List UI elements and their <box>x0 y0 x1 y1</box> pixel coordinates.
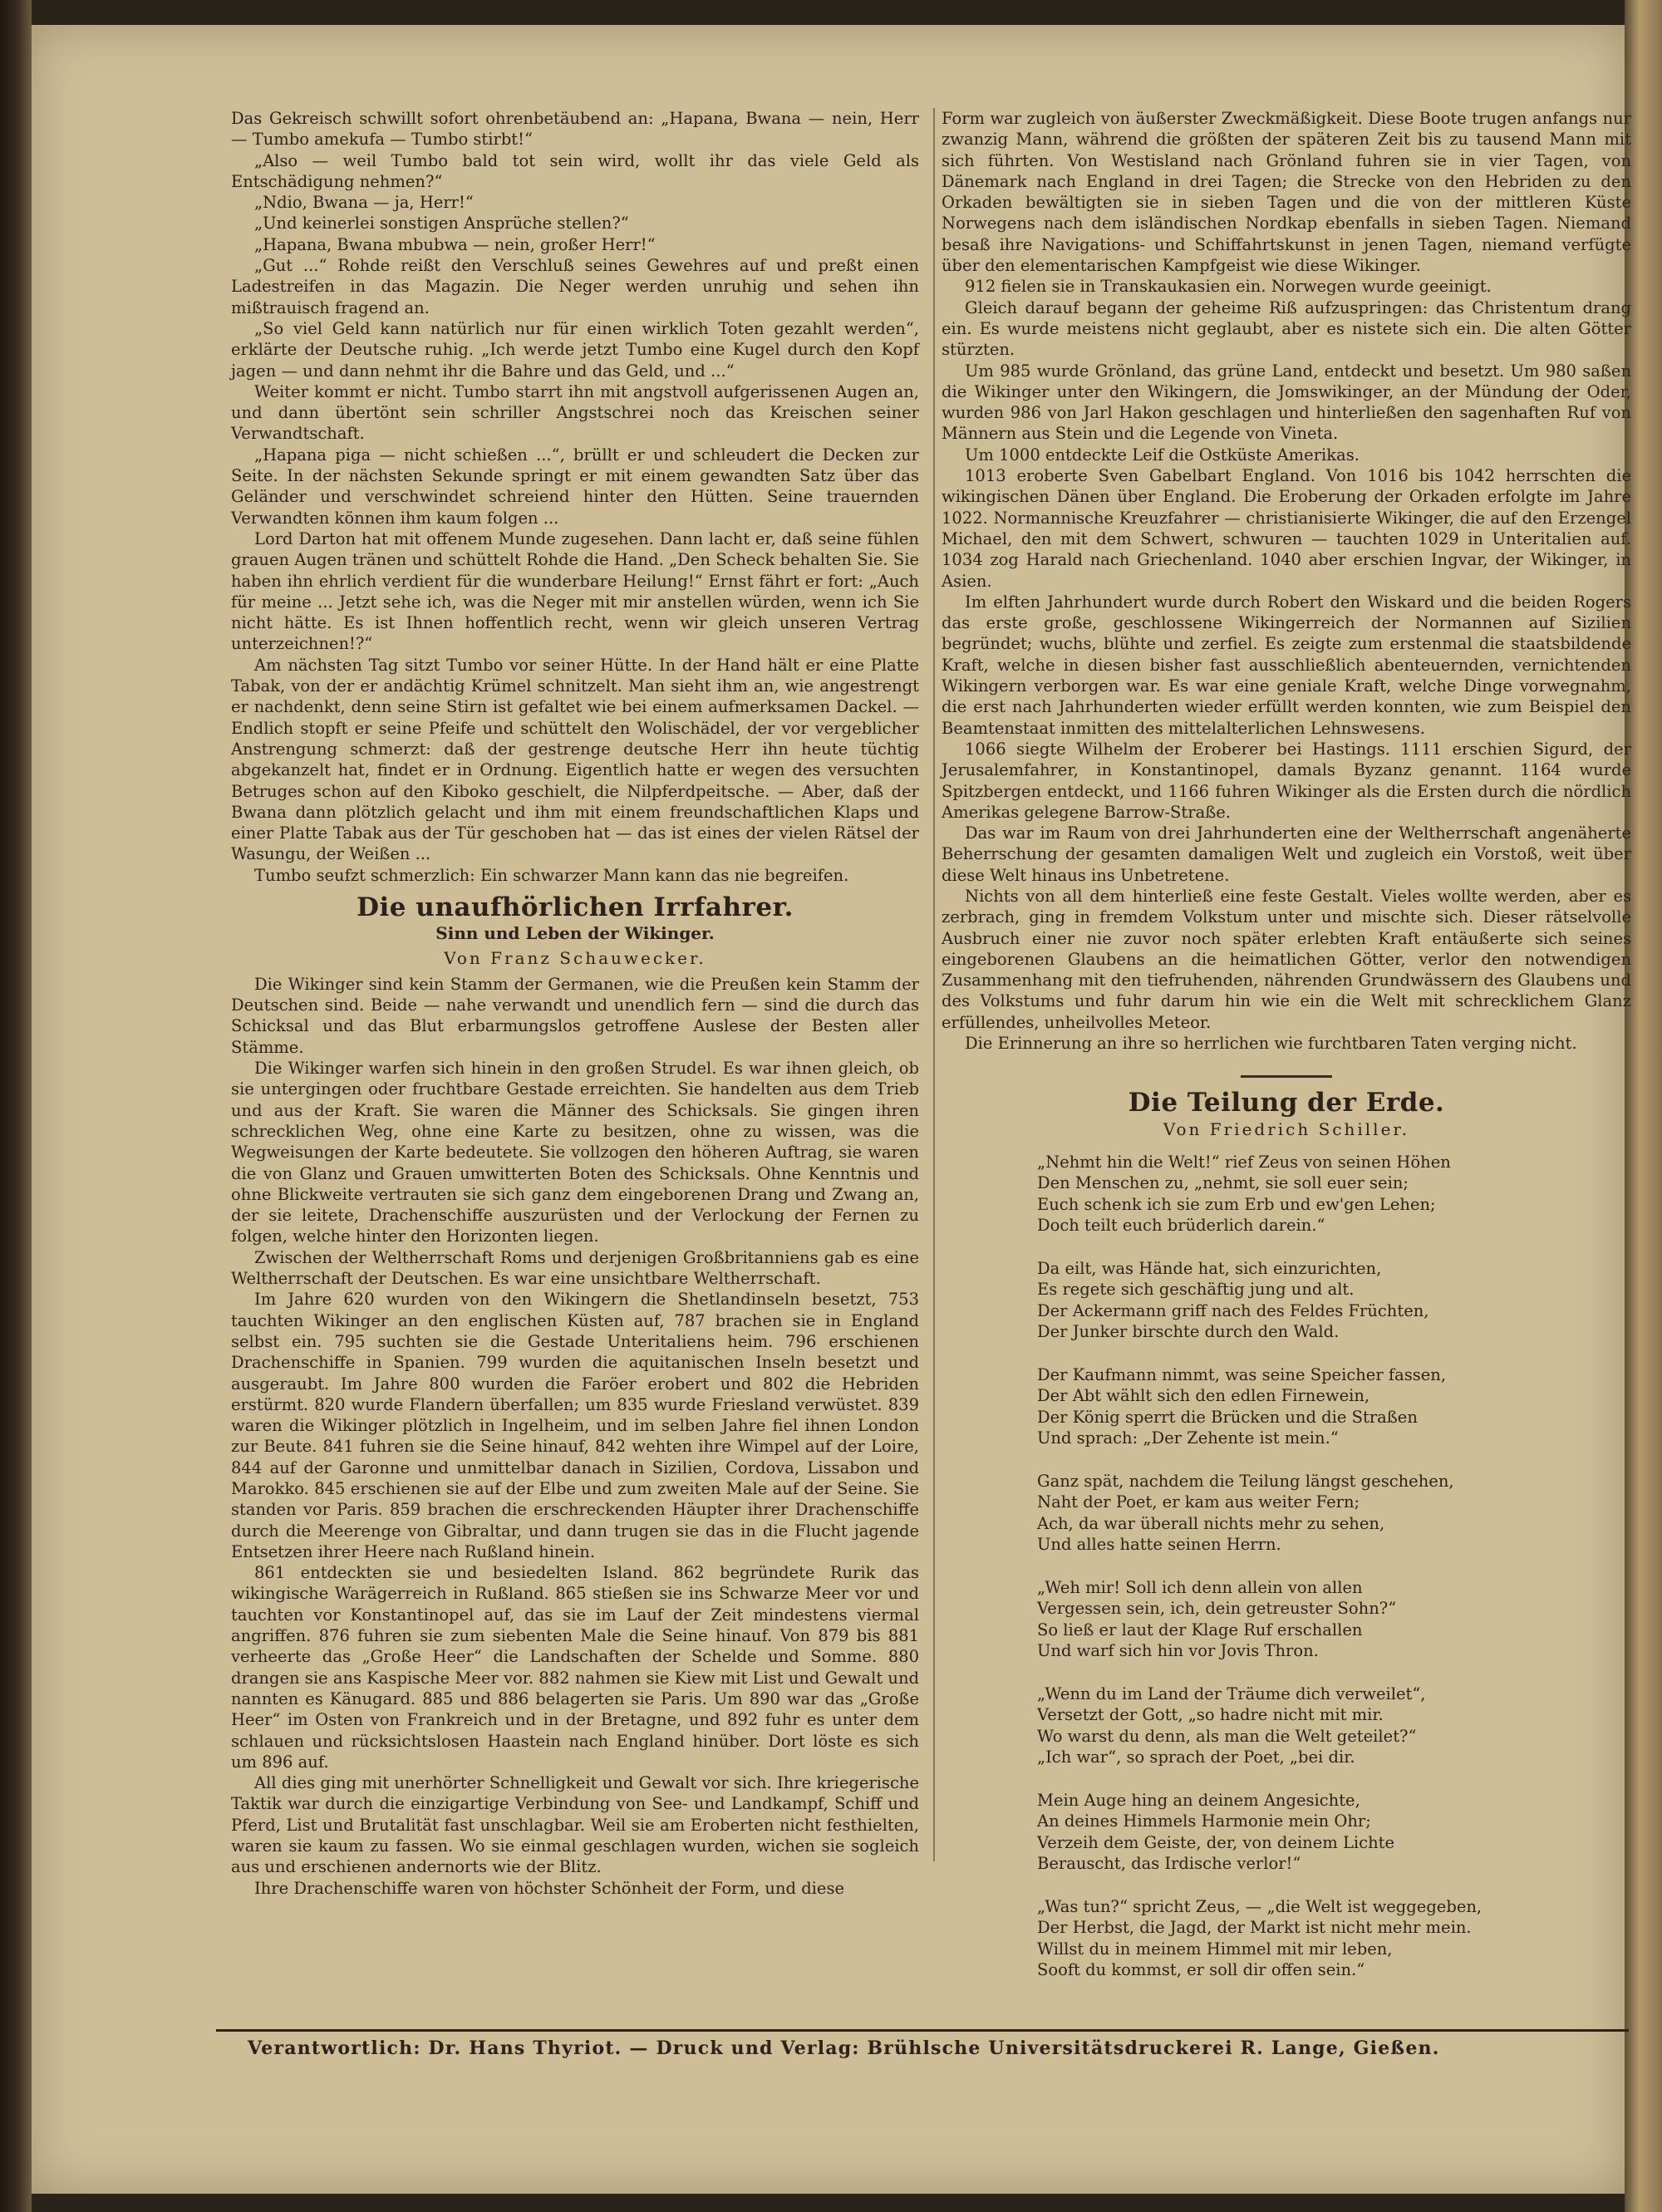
poem-line: An deines Himmels Harmonie mein Ohr; <box>1037 1811 1371 1831</box>
poem-line: Der Junker birschte durch den Wald. <box>1037 1322 1340 1342</box>
poem-line: „Ich war“, so sprach der Poet, „bei dir. <box>1037 1747 1355 1767</box>
story-paragraph: „Ndio, Bwana — ja, Herr!“ <box>254 193 474 213</box>
story-paragraph: Tumbo seufzt schmerzlich: Ein schwarzer Mann kann das nie begreifen. <box>254 865 849 885</box>
poem-line: Doch teilt euch brüderlich darein.“ <box>1037 1216 1325 1236</box>
article-paragraph: Die Wikinger warfen sich hinein in den großen Strudel. Es war ihnen gleich, ob sie untergingen oder fruchtbare Gestade erreichten. Sie handelten aus dem Trieb und aus der Kraft. Sie waren die Männer des Schicksals. Sie gingen ihren schrecklichen Weg, ohne eine Karte zu besitzen, ohne zu wissen, was die Wegweisungen der Karte bedeutete. Sie vollzogen den höheren Auftrag, sie waren die von Glanz und Grauen umwitterten Boten des Schicksals. Ohne Kenntnis und ohne Blickweite vertrauten sie sich ganz dem eingeborenen Drang und Zwang an, der sie leitete, Drachenschiffe auszurüsten und der Verlockung der Fernen zu folgen, welche hinter den Horizonten liegen. <box>231 1059 919 1246</box>
article-paragraph: Form war zugleich von äußerster Zweckmäßigkeit. Diese Boote trugen anfangs nur zwanzig Mann, während die größten der späteren Zeit bis zu tausend Mann mit sich führten. Von Westisland nach Grönland fuhren sie in vier Tagen, von Dänemark nach England in drei Tagen; die Strecke von den Hebriden zu den Orkaden bewältigten sie in sieben Tagen und die von der mittleren Küste Norwegens nach dem isländischen Nordkap ebenfalls in sieben Tagen. Niemand besaß ihre Navigations- und Schiffahrtskunst in jenen Tagen, niemand verfügte über den elementarischen Kampfgeist wie diese Wikinger. <box>942 109 1631 276</box>
poem-line: Vergessen sein, ich, dein getreuster Sohn?“ <box>1037 1599 1397 1619</box>
article-paragraph: Gleich darauf begann der geheime Riß aufzuspringen: das Christentum drang ein. Es wurde meistens nicht geglaubt, aber es nistete sich ein. Die alten Götter stürzten. <box>942 297 1631 360</box>
poem-byline: Von Friedrich Schiller. <box>1163 1118 1410 1139</box>
poem-line: Wo warst du denn, als man die Welt geteilet?“ <box>1037 1726 1417 1746</box>
story-paragraph: Weiter kommt er nicht. Tumbo starrt ihn mit angstvoll aufgerissenen Augen an, und dann übertönt sein schriller Angstschrei noch das Kreischen seiner Verwandtschaft. <box>231 381 919 444</box>
story-paragraph: Das Gekreisch schwillt sofort ohrenbetäubend an: „Hapana, Bwana — nein, Herr — Tumbo amekufa — Tumbo stirbt!“ <box>231 109 919 150</box>
poem-title: Die Teilung der Erde. <box>1128 1088 1445 1118</box>
poem-line: „Weh mir! Soll ich denn allein von allen <box>1037 1577 1363 1597</box>
scan-border-left <box>0 0 32 2212</box>
column-divider <box>933 108 935 1861</box>
poem-line: Mein Auge hing an deinem Angesichte, <box>1037 1790 1360 1810</box>
article-paragraph: Um 1000 entdeckte Leif die Ostküste Amerikas. <box>965 445 1360 465</box>
poem-line: Ach, da war überall nichts mehr zu sehen, <box>1037 1513 1385 1533</box>
poem-line: So ließ er laut der Klage Ruf erschallen <box>1037 1620 1363 1639</box>
story-paragraph: „Also — weil Tumbo bald tot sein wird, wollt ihr das viele Geld als Entschädigung nehmen?“ <box>231 150 919 191</box>
story-paragraph: „So viel Geld kann natürlich nur für einen wirklich Toten gezahlt werden“, erklärte der Deutsche ruhig. „Ich werde jetzt Tumbo eine Kugel durch den Kopf jagen — und dann nehmt ihr die Bahre und das Geld, und ...“ <box>231 318 919 381</box>
poem-line: Und warf sich hin vor Jovis Thron. <box>1037 1641 1319 1661</box>
story-ending <box>231 108 919 886</box>
story-paragraph: „Hapana piga — nicht schießen ...“, brüllt er und schleudert die Decken zur Seite. In der nächsten Sekunde springt er mit einem gewandten Satz über das Geländer und verschwindet schreiend hinter den Hütten. Seine trauernden Verwandten können ihm kaum folgen ... <box>231 445 919 528</box>
poem-stanza <box>1037 1471 1631 1556</box>
poem-line: Und sprach: „Der Zehente ist mein.“ <box>1037 1428 1339 1448</box>
poem-stanza <box>1037 1577 1631 1662</box>
article-paragraph: All dies ging mit unerhörter Schnelligkeit und Gewalt vor sich. Ihre kriegerische Taktik war durch die einzigartige Verbindung von See- und Landkampf, Schiff und Pferd, List und Brutalität fast unschlagbar. Weil sie am Eroberten nicht festhielten, waren sie kaum zu fassen. Wo sie einmal geschlagen wurden, wichen sie sogleich aus und erschienen andernorts wie der Blitz. <box>231 1773 919 1877</box>
article-title: Die unaufhörlichen Irrfahrer. <box>356 892 794 922</box>
poem-line: Berauscht, das Irdische verlor!“ <box>1037 1854 1301 1874</box>
poem-line: Der Abt wählt sich den edlen Firnewein, <box>1037 1386 1370 1406</box>
poem-stanza <box>1037 1258 1631 1343</box>
article-paragraph: Im Jahre 620 wurden von den Wikingern die Shetlandinseln besetzt, 753 tauchten Wikinger an den englischen Küsten auf, 787 brachen sie in England selbst ein. 795 suchten sie die Gestade Unteritaliens heim. 796 erschienen Drachenschiffe in Spanien. 799 wurden die aquitanischen Inseln besetzt und ausgeraubt. Im Jahre 800 wurden die Faröer erobert und 802 die Hebriden erstürmt. 820 wurde Flandern überfallen; um 835 wurde Friesland verwüstet. 839 waren die Wikinger plötzlich in Ingelheim, und im selben Jahre fiel ihnen London zur Beute. 841 fuhren sie die Seine hinauf, 842 wehten ihre Wimpel auf der Loire, 844 auf der Garonne und unmittelbar danach in Sizilien, Cordova, Lissabon und Marokko. 845 erschienen sie auf der Elbe und zum zweiten Male auf der Seine. Sie standen vor Paris. 859 brachen die erschreckenden Häupter ihrer Drachenschiffe durch die Meerenge von Gibraltar, und dann trugen sie das in die Flucht jagende Entsetzen ihrer Heere nach Rußland hinein. <box>231 1290 919 1561</box>
poem-line: Der Herbst, die Jagd, der Markt ist nicht mehr mein. <box>1037 1918 1472 1938</box>
poem-line: Der Ackermann griff nach des Feldes Früchten, <box>1037 1300 1429 1320</box>
footer-rule <box>216 2029 1629 2032</box>
story-paragraph: Lord Darton hat mit offenem Munde zugesehen. Dann lacht er, daß seine fühlen grauen Augen tränen und schüttelt Rohde die Hand. „Den Scheck behalten Sie. Sie haben ihn ehrlich verdient für die wunderbare Heilung!“ Ernst fährt er fort: „Auch für meine ... Jetzt sehe ich, was die Neger mit mir anstellen würden, wenn ich Sie nicht hätte. Es ist Ihnen hoffentlich recht, wenn wir gleich unseren Vertrag unterzeichnen!?“ <box>231 528 919 654</box>
poem-stanza <box>1037 1790 1631 1875</box>
story-paragraph: „Und keinerlei sonstigen Ansprüche stellen?“ <box>254 214 629 233</box>
poem-stanza <box>1037 1684 1631 1768</box>
right-column <box>942 108 1631 1981</box>
poem-line: Den Menschen zu, „nehmt, sie soll euer sein; <box>1037 1173 1409 1193</box>
section-rule <box>1241 1075 1332 1078</box>
poem-line: Der König sperrt die Brücken und die Straßen <box>1037 1407 1418 1427</box>
article-continuation <box>942 108 1631 1054</box>
article-paragraph: 861 entdeckten sie und besiedelten Island. 862 begründete Rurik das wikingische Warägerreich in Rußland. 865 stießen sie ins Schwarze Meer vor und tauchten vor Konstantinopel auf, das sie im Lauf der Zeit mindestens viermal angriffen. 876 fuhren sie zum siebenten Male die Seine hinauf. Von 879 bis 881 verheerte das „Große Heer“ die Landschaften der Schelde und Somme. 880 drangen sie ans Kaspische Meer vor. 882 nahmen sie Kiew mit List und Gewalt und nannten es Känugard. 885 und 886 belagerten sie Paris. Um 890 war das „Große Heer“ im Osten von Frankreich und in der Bretagne, und 892 fuhr es unter dem schlauen und rücksichtslosen Haastein nach England hinüber. Dort löste es sich um 896 auf. <box>231 1563 919 1772</box>
article-byline: Von Franz Schauwecker. <box>444 947 706 968</box>
poem-stanza <box>1037 1364 1631 1449</box>
poem-stanza <box>1037 1152 1631 1236</box>
story-paragraph: Am nächsten Tag sitzt Tumbo vor seiner Hütte. In der Hand hält er eine Platte Tabak, von der er andächtig Krümel schnitzelt. Man sieht ihm an, wie angestrengt er nachdenkt, denn seine Stirn ist gefaltet wie bei einem aufmerksamen Dackel. — Endlich stopft er seine Pfeife und schüttelt den Wolischädel, der vor vergeblicher Anstrengung schmerzt: daß der gestrenge deutsche Herr ihn heute tüchtig abgekanzelt hat, findet er in Ordnung. Eigentlich hatte er wegen des versuchten Betruges schon auf den Kiboko geschielt, die Nilpferdpeitsche. — Aber, daß der Bwana dann plötzlich gelacht und ihm mit einem freundschaftlichen Klaps und einer Platte Tabak aus der Tür geschoben hat — das ist eines der vielen Rätsel der Wasungu, der Weißen ... <box>231 655 919 864</box>
poem-line: Versetzt der Gott, „so hadre nicht mit mir. <box>1037 1705 1384 1725</box>
story-paragraph: „Hapana, Bwana mbubwa — nein, großer Herr!“ <box>254 234 656 254</box>
article-paragraph: Um 985 wurde Grönland, das grüne Land, entdeckt und besetzt. Um 980 saßen die Wikinger unter den Wikingern, die Jomswikinger, an der Mündung der Oder, wurden 986 von Jarl Hakon geschlagen und hinterließen den sagenhaften Ruf von Männern aus Stein und die Legende von Vineta. <box>942 361 1631 444</box>
poem-line: „Was tun?“ spricht Zeus, — „die Welt ist weggegeben, <box>1037 1896 1483 1916</box>
poem-body <box>942 1152 1631 1981</box>
poem-line: Ganz spät, nachdem die Teilung längst geschehen, <box>1037 1471 1454 1491</box>
article-paragraph: Das war im Raum von drei Jahrhunderten eine der Weltherrschaft angenäherte Beherrschung der gesamten damaligen Welt und zugleich ein Vorstoß, weit über diese Welt hinaus ins Unbetretene. <box>942 823 1631 885</box>
left-column <box>231 108 919 1899</box>
poem-line: „Nehmt hin die Welt!“ rief Zeus von seinen Höhen <box>1037 1152 1451 1172</box>
article-paragraph: Die Erinnerung an ihre so herrlichen wie furchtbaren Taten verging nicht. <box>965 1034 1577 1054</box>
article-paragraph: 912 fielen sie in Transkaukasien ein. Norwegen wurde geeinigt. <box>965 277 1492 297</box>
article-paragraph: 1013 eroberte Sven Gabelbart England. Von 1016 bis 1042 herrschten die wikingischen Dänen über England. Die Eroberung der Orkaden erfolgte im Jahre 1022. Normannische Kreuzfahrer — christianisierte Wikinger, die auf den Erzengel Michael, den mit dem Schwert, schwuren — tauchten 1029 in Unteritalien auf. 1034 zog Harald nach Griechenland. 1040 aber erschien Ingvar, der Wikinger, in Asien. <box>942 466 1631 591</box>
poem-line: Sooft du kommst, er soll dir offen sein.“ <box>1037 1960 1365 1980</box>
article-paragraph: Zwischen der Weltherrschaft Roms und derjenigen Großbritanniens gab es eine Weltherrschaft der Deutschen. Es war eine unsichtbare Weltherrschaft. <box>231 1247 919 1289</box>
article-subtitle: Sinn und Leben der Wikinger. <box>435 923 715 944</box>
article-paragraph: Nichts von all dem hinterließ eine feste Gestalt. Vieles wollte werden, aber es zerbrach, ging in fremdem Volkstum unter und mischte sich. Dieser rätselvolle Ausbruch einer nie zuvor noch später erlebten Kraft entäußerte sich seines eingeborenen Glaubens an die heimatlichen Götter, verlor den notwendigen Zusammenhang mit den tiefruhenden, nährenden Grundwässern des Glaubens und des Volkstums und fuhr darum hin wie ein die Welt mit schrecklichem Glanz erfüllendes, unheilvolles Meteor. <box>942 886 1631 1032</box>
imprint-line: Verantwortlich: Dr. Hans Thyriot. — Druck und Verlag: Brühlsche Universitätsdruckerei R. Lange, Gießen. <box>248 2037 1440 2059</box>
poem-line: Naht der Poet, er kam aus weiter Fern; <box>1037 1492 1360 1512</box>
article-paragraph: Im elften Jahrhundert wurde durch Robert den Wiskard und die beiden Rogers das erste große, geschlossene Wikingerreich der Normannen auf Sizilien begründet; wuchs, blühte und zerfiel. Es zeigte zum erstenmal die staatsbildende Kraft, welche in diesen bisher fast ausschließlich abenteuernden, vernichtenden Wikingern verborgen war. Es war eine geniale Kraft, welche Dinge vorwegnahm, die erst nach Jahrhunderten wieder erfüllt werden konnten, wie zum Beispiel den Beamtenstaat inmitten des mittelalterlichen Lehnswesens. <box>942 592 1631 738</box>
article-body <box>231 974 919 1899</box>
poem-line: Da eilt, was Hände hat, sich einzurichten, <box>1037 1258 1382 1278</box>
article-paragraph: Ihre Drachenschiffe waren von höchster Schönheit der Form, und diese <box>254 1878 844 1898</box>
article-paragraph: Die Wikinger sind kein Stamm der Germanen, wie die Preußen kein Stamm der Deutschen sind. Beide — nahe verwandt und unendlich fern — sind die durch das Schicksal und das Blut erbarmungslos getroffene Auslese der Besten aller Stämme. <box>231 974 919 1057</box>
poem-stanza <box>1037 1896 1631 1981</box>
poem-line: Es regete sich geschäftig jung und alt. <box>1037 1280 1355 1300</box>
poem-line: Willst du in meinem Himmel mit mir leben, <box>1037 1939 1393 1959</box>
poem-line: Und alles hatte seinen Herrn. <box>1037 1535 1281 1555</box>
newspaper-page <box>32 25 1631 2194</box>
poem-line: Verzeih dem Geiste, der, von deinem Lichte <box>1037 1832 1395 1852</box>
story-paragraph: „Gut ...“ Rohde reißt den Verschluß seines Gewehres auf und preßt einen Ladestreifen in das Magazin. Die Neger werden unruhig und sehen ihn mißtrauisch fragend an. <box>231 256 919 317</box>
poem-line: Der Kaufmann nimmt, was seine Speicher fassen, <box>1037 1364 1447 1384</box>
article-paragraph: 1066 siegte Wilhelm der Eroberer bei Hastings. 1111 erschien Sigurd, der Jerusalemfahrer, in Konstantinopel, damals Byzanz genannt. 1164 wurde Spitzbergen entdeckt, und 1166 fuhren Wikinger als die Ersten durch die nördlich Amerikas gelegene Barrow-Straße. <box>942 739 1631 822</box>
poem-line: „Wenn du im Land der Träume dich verweilet“, <box>1037 1684 1426 1703</box>
poem-line: Euch schenk ich sie zum Erb und ew'gen Lehen; <box>1037 1194 1436 1214</box>
